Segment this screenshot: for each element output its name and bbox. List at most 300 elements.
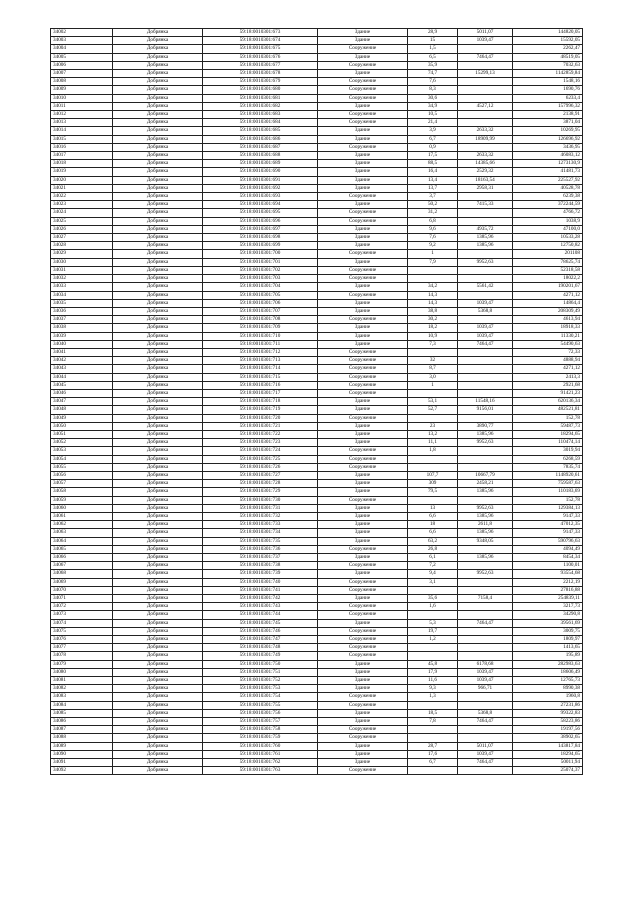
- row-number-cell: 34072: [51, 603, 113, 611]
- table-row: [51, 677, 583, 685]
- locality-cell: Добрянка: [113, 512, 203, 520]
- specific-value-cell: [458, 291, 513, 299]
- area-cell: 17,5: [408, 152, 458, 160]
- area-cell: 16,4: [408, 168, 458, 176]
- specific-value-cell: [458, 357, 513, 365]
- cadastral-number-cell: 59:18:0010301:757: [203, 718, 318, 726]
- specific-value-cell: [458, 701, 513, 709]
- specific-value-cell: [458, 627, 513, 635]
- cadastral-value-cell: 6233,4: [513, 94, 583, 102]
- cadastral-value-cell: 3436,95: [513, 143, 583, 151]
- object-type-cell: Здание: [318, 37, 408, 45]
- table-row: [51, 37, 583, 45]
- object-type-cell: Сооружение: [318, 603, 408, 611]
- cadastral-value-cell: 482521,81: [513, 406, 583, 414]
- locality-cell: Добрянка: [113, 578, 203, 586]
- locality-cell: Добрянка: [113, 718, 203, 726]
- specific-value-cell: [458, 455, 513, 463]
- cadastral-value-cell: 10269,95: [513, 127, 583, 135]
- object-type-cell: Здание: [318, 750, 408, 758]
- cadastral-value-cell: 190201,67: [513, 283, 583, 291]
- cadastral-number-cell: 59:18:0010301:736: [203, 545, 318, 553]
- specific-value-cell: 1385,96: [458, 554, 513, 562]
- cadastral-number-cell: 59:18:0010301:710: [203, 332, 318, 340]
- cadastral-value-cell: 4888,94: [513, 357, 583, 365]
- area-cell: 30,6: [408, 94, 458, 102]
- object-type-cell: Сооружение: [318, 86, 408, 94]
- cadastral-value-cell: 1038,9: [513, 217, 583, 225]
- specific-value-cell: [458, 578, 513, 586]
- row-number-cell: 34063: [51, 529, 113, 537]
- specific-value-cell: [458, 586, 513, 594]
- table-row: [51, 668, 583, 676]
- row-number-cell: 34008: [51, 78, 113, 86]
- row-number-cell: 34050: [51, 422, 113, 430]
- area-cell: [408, 496, 458, 504]
- cadastral-value-cell: 4271,12: [513, 291, 583, 299]
- object-type-cell: Здание: [318, 471, 408, 479]
- specific-value-cell: [458, 726, 513, 734]
- table-row: [51, 201, 583, 209]
- locality-cell: Добрянка: [113, 258, 203, 266]
- area-cell: [408, 767, 458, 775]
- object-type-cell: Сооружение: [318, 381, 408, 389]
- row-number-cell: 34075: [51, 627, 113, 635]
- cadastral-value-cell: 18918,33: [513, 324, 583, 332]
- locality-cell: Добрянка: [113, 316, 203, 324]
- object-type-cell: Сооружение: [318, 636, 408, 644]
- table-row: [51, 578, 583, 586]
- row-number-cell: 34040: [51, 340, 113, 348]
- cadastral-number-cell: 59:18:0010301:746: [203, 627, 318, 635]
- area-cell: 107,7: [408, 471, 458, 479]
- row-number-cell: 34066: [51, 554, 113, 562]
- table-row: [51, 111, 583, 119]
- object-type-cell: Сооружение: [318, 119, 408, 127]
- object-type-cell: Здание: [318, 677, 408, 685]
- area-cell: [408, 726, 458, 734]
- table-row: [51, 554, 583, 562]
- cadastral-value-cell: 126696,92: [513, 135, 583, 143]
- table-row: [51, 447, 583, 455]
- locality-cell: Добрянка: [113, 234, 203, 242]
- cadastral-number-cell: 59:18:0010301:682: [203, 102, 318, 110]
- cadastral-value-cell: 3009,75: [513, 627, 583, 635]
- cadastral-value-cell: 34290,8: [513, 611, 583, 619]
- table-row: [51, 512, 583, 520]
- specific-value-cell: [458, 275, 513, 283]
- object-type-cell: Здание: [318, 422, 408, 430]
- cadastral-number-cell: 59:18:0010301:758: [203, 726, 318, 734]
- table-row: [51, 439, 583, 447]
- cadastral-number-cell: 59:18:0010301:711: [203, 340, 318, 348]
- row-number-cell: 34090: [51, 750, 113, 758]
- area-cell: 7,3: [408, 340, 458, 348]
- specific-value-cell: 1039,47: [458, 668, 513, 676]
- cadastral-value-cell: 3871,04: [513, 119, 583, 127]
- table-row: [51, 242, 583, 250]
- cadastral-number-cell: 59:18:0010301:728: [203, 480, 318, 488]
- row-number-cell: 34009: [51, 86, 113, 94]
- table-row: [51, 160, 583, 168]
- area-cell: 9,4: [408, 570, 458, 578]
- table-row: [51, 463, 583, 471]
- locality-cell: Добрянка: [113, 70, 203, 78]
- cadastral-number-cell: 59:18:0010301:722: [203, 430, 318, 438]
- area-cell: 1,3: [408, 693, 458, 701]
- table-row: [51, 627, 583, 635]
- row-number-cell: 34026: [51, 225, 113, 233]
- table-row: [51, 644, 583, 652]
- specific-value-cell: [458, 266, 513, 274]
- locality-cell: Добрянка: [113, 291, 203, 299]
- specific-value-cell: [458, 603, 513, 611]
- cadastral-number-cell: 59:18:0010301:680: [203, 86, 318, 94]
- row-number-cell: 34012: [51, 111, 113, 119]
- cadastral-value-cell: 254839,11: [513, 595, 583, 603]
- locality-cell: Добрянка: [113, 496, 203, 504]
- cadastral-number-cell: 59:18:0010301:715: [203, 373, 318, 381]
- object-type-cell: Здание: [318, 480, 408, 488]
- area-cell: 309: [408, 480, 458, 488]
- cadastral-number-cell: 59:18:0010301:701: [203, 258, 318, 266]
- cadastral-value-cell: 18022,2: [513, 275, 583, 283]
- locality-cell: Добрянка: [113, 685, 203, 693]
- object-type-cell: Сооружение: [318, 701, 408, 709]
- table-row: [51, 521, 583, 529]
- object-type-cell: Здание: [318, 234, 408, 242]
- row-number-cell: 34033: [51, 283, 113, 291]
- object-type-cell: Сооружение: [318, 266, 408, 274]
- cadastral-number-cell: 59:18:0010301:708: [203, 316, 318, 324]
- cadastral-number-cell: 59:18:0010301:717: [203, 389, 318, 397]
- object-type-cell: Сооружение: [318, 111, 408, 119]
- specific-value-cell: 5368,8: [458, 307, 513, 315]
- row-number-cell: 34023: [51, 201, 113, 209]
- row-number-cell: 34007: [51, 70, 113, 78]
- locality-cell: Добрянка: [113, 537, 203, 545]
- area-cell: 19,7: [408, 627, 458, 635]
- area-cell: 14,3: [408, 299, 458, 307]
- cadastral-value-cell: 143817,84: [513, 742, 583, 750]
- locality-cell: Добрянка: [113, 488, 203, 496]
- object-type-cell: Сооружение: [318, 767, 408, 775]
- table-row: [51, 119, 583, 127]
- cadastral-value-cell: 54490,63: [513, 340, 583, 348]
- area-cell: 13,2: [408, 430, 458, 438]
- cadastral-number-cell: 59:18:0010301:753: [203, 685, 318, 693]
- area-cell: 28,7: [408, 742, 458, 750]
- locality-cell: Добрянка: [113, 29, 203, 37]
- row-number-cell: 34080: [51, 668, 113, 676]
- cadastral-value-cell: 129384,13: [513, 504, 583, 512]
- cadastral-value-cell: 282983,63: [513, 660, 583, 668]
- cadastral-number-cell: 59:18:0010301:747: [203, 636, 318, 644]
- table-row: [51, 373, 583, 381]
- row-number-cell: 34015: [51, 135, 113, 143]
- table-row: [51, 332, 583, 340]
- specific-value-cell: 1385,96: [458, 430, 513, 438]
- cadastral-number-cell: 59:18:0010301:719: [203, 406, 318, 414]
- table-row: [51, 266, 583, 274]
- object-type-cell: Здание: [318, 570, 408, 578]
- table-row: [51, 422, 583, 430]
- area-cell: [408, 455, 458, 463]
- row-number-cell: 34006: [51, 61, 113, 69]
- cadastral-value-cell: 47012,35: [513, 521, 583, 529]
- cadastral-number-cell: 59:18:0010301:712: [203, 348, 318, 356]
- cadastral-number-cell: 59:18:0010301:685: [203, 127, 318, 135]
- cadastral-value-cell: 2921,68: [513, 381, 583, 389]
- cadastral-number-cell: 59:18:0010301:731: [203, 504, 318, 512]
- specific-value-cell: 7415,33: [458, 201, 513, 209]
- specific-value-cell: [458, 611, 513, 619]
- row-number-cell: 34055: [51, 463, 113, 471]
- cadastral-number-cell: 59:18:0010301:761: [203, 750, 318, 758]
- cadastral-value-cell: 590796,63: [513, 537, 583, 545]
- cadastral-value-cell: 110183,69: [513, 488, 583, 496]
- table-row: [51, 529, 583, 537]
- row-number-cell: 34062: [51, 521, 113, 529]
- cadastral-number-cell: 59:18:0010301:724: [203, 447, 318, 455]
- specific-value-cell: 4527,12: [458, 102, 513, 110]
- locality-cell: Добрянка: [113, 389, 203, 397]
- cadastral-value-table: [50, 28, 583, 775]
- cadastral-value-cell: 18606,49: [513, 668, 583, 676]
- table-row: [51, 488, 583, 496]
- object-type-cell: Здание: [318, 619, 408, 627]
- table-row: [51, 660, 583, 668]
- cadastral-number-cell: 59:18:0010301:686: [203, 135, 318, 143]
- table-row: [51, 209, 583, 217]
- object-type-cell: Здание: [318, 504, 408, 512]
- cadastral-number-cell: 59:18:0010301:744: [203, 611, 318, 619]
- cadastral-value-cell: 6239,38: [513, 193, 583, 201]
- table-row: [51, 742, 583, 750]
- cadastral-number-cell: 59:18:0010301:674: [203, 37, 318, 45]
- cadastral-number-cell: 59:18:0010301:700: [203, 250, 318, 258]
- cadastral-value-cell: 52318,58: [513, 266, 583, 274]
- cadastral-value-cell: 1142859,84: [513, 70, 583, 78]
- cadastral-number-cell: 59:18:0010301:737: [203, 554, 318, 562]
- specific-value-cell: [458, 447, 513, 455]
- locality-cell: Добрянка: [113, 45, 203, 53]
- locality-cell: Добрянка: [113, 455, 203, 463]
- locality-cell: Добрянка: [113, 709, 203, 717]
- locality-cell: Добрянка: [113, 463, 203, 471]
- row-number-cell: 34042: [51, 357, 113, 365]
- object-type-cell: Здание: [318, 176, 408, 184]
- cadastral-value-cell: 2262,47: [513, 45, 583, 53]
- cadastral-number-cell: 59:18:0010301:691: [203, 176, 318, 184]
- specific-value-cell: [458, 373, 513, 381]
- row-number-cell: 34057: [51, 480, 113, 488]
- object-type-cell: Сооружение: [318, 726, 408, 734]
- specific-value-cell: 6178,68: [458, 660, 513, 668]
- object-type-cell: Здание: [318, 70, 408, 78]
- area-cell: 63,2: [408, 537, 458, 545]
- object-type-cell: Сооружение: [318, 193, 408, 201]
- locality-cell: Добрянка: [113, 430, 203, 438]
- cadastral-number-cell: 59:18:0010301:707: [203, 307, 318, 315]
- area-cell: 6,6: [408, 512, 458, 520]
- cadastral-number-cell: 59:18:0010301:754: [203, 693, 318, 701]
- table-row: [51, 176, 583, 184]
- locality-cell: Добрянка: [113, 480, 203, 488]
- specific-value-cell: 9348,05: [458, 537, 513, 545]
- object-type-cell: Сооружение: [318, 217, 408, 225]
- area-cell: 8,7: [408, 365, 458, 373]
- row-number-cell: 34028: [51, 242, 113, 250]
- area-cell: [408, 275, 458, 283]
- specific-value-cell: 7464,47: [458, 718, 513, 726]
- row-number-cell: 34060: [51, 504, 113, 512]
- object-type-cell: Здание: [318, 742, 408, 750]
- area-cell: 7,6: [408, 78, 458, 86]
- cadastral-value-cell: 1960,8: [513, 693, 583, 701]
- row-number-cell: 34064: [51, 537, 113, 545]
- locality-cell: Добрянка: [113, 447, 203, 455]
- table-row: [51, 299, 583, 307]
- cadastral-value-cell: 25074,37: [513, 767, 583, 775]
- row-number-cell: 34018: [51, 160, 113, 168]
- area-cell: 8,3: [408, 86, 458, 94]
- area-cell: 11,6: [408, 677, 458, 685]
- table-row: [51, 701, 583, 709]
- table-row: [51, 357, 583, 365]
- locality-cell: Добрянка: [113, 127, 203, 135]
- cadastral-value-cell: 1273130,9: [513, 160, 583, 168]
- object-type-cell: Сооружение: [318, 61, 408, 69]
- row-number-cell: 34024: [51, 209, 113, 217]
- cadastral-value-cell: 1413,65: [513, 644, 583, 652]
- table-row: [51, 504, 583, 512]
- cadastral-number-cell: 59:18:0010301:740: [203, 578, 318, 586]
- object-type-cell: Здание: [318, 135, 408, 143]
- table-row: [51, 365, 583, 373]
- specific-value-cell: 5561,42: [458, 283, 513, 291]
- specific-value-cell: [458, 693, 513, 701]
- area-cell: 13: [408, 504, 458, 512]
- cadastral-number-cell: 59:18:0010301:742: [203, 595, 318, 603]
- locality-cell: Добрянка: [113, 209, 203, 217]
- specific-value-cell: 2633,32: [458, 127, 513, 135]
- row-number-cell: 34025: [51, 217, 113, 225]
- cadastral-value-cell: 208309,49: [513, 307, 583, 315]
- area-cell: 1: [408, 381, 458, 389]
- row-number-cell: 34088: [51, 734, 113, 742]
- row-number-cell: 34030: [51, 258, 113, 266]
- cadastral-value-cell: 620136,34: [513, 398, 583, 406]
- row-number-cell: 34048: [51, 406, 113, 414]
- locality-cell: Добрянка: [113, 373, 203, 381]
- cadastral-value-cell: 6268,59: [513, 455, 583, 463]
- specific-value-cell: 1385,96: [458, 242, 513, 250]
- locality-cell: Добрянка: [113, 603, 203, 611]
- cadastral-value-cell: 2138,91: [513, 111, 583, 119]
- cadastral-value-cell: 110474,14: [513, 439, 583, 447]
- locality-cell: Добрянка: [113, 340, 203, 348]
- cadastral-number-cell: 59:18:0010301:689: [203, 160, 318, 168]
- cadastral-value-cell: 3217,73: [513, 603, 583, 611]
- table-row: [51, 61, 583, 69]
- object-type-cell: Здание: [318, 488, 408, 496]
- specific-value-cell: 1039,47: [458, 332, 513, 340]
- object-type-cell: Здание: [318, 152, 408, 160]
- cadastral-number-cell: 59:18:0010301:706: [203, 299, 318, 307]
- specific-value-cell: [458, 316, 513, 324]
- object-type-cell: Сооружение: [318, 45, 408, 53]
- cadastral-value-cell: 9147,33: [513, 529, 583, 537]
- area-cell: 26,8: [408, 545, 458, 553]
- cadastral-number-cell: 59:18:0010301:684: [203, 119, 318, 127]
- locality-cell: Добрянка: [113, 135, 203, 143]
- cadastral-number-cell: 59:18:0010301:721: [203, 422, 318, 430]
- specific-value-cell: 7464,47: [458, 759, 513, 767]
- area-cell: 1,8: [408, 447, 458, 455]
- cadastral-value-cell: 14864,4: [513, 299, 583, 307]
- specific-value-cell: 1385,96: [458, 512, 513, 520]
- row-number-cell: 34049: [51, 414, 113, 422]
- object-type-cell: Сооружение: [318, 578, 408, 586]
- locality-cell: Добрянка: [113, 324, 203, 332]
- area-cell: 0,9: [408, 143, 458, 151]
- cadastral-number-cell: 59:18:0010301:741: [203, 586, 318, 594]
- locality-cell: Добрянка: [113, 225, 203, 233]
- cadastral-value-cell: 59487,73: [513, 422, 583, 430]
- row-number-cell: 34081: [51, 677, 113, 685]
- object-type-cell: Здание: [318, 709, 408, 717]
- cadastral-value-cell: 12765,73: [513, 677, 583, 685]
- area-cell: 13,7: [408, 184, 458, 192]
- row-number-cell: 34017: [51, 152, 113, 160]
- specific-value-cell: [458, 381, 513, 389]
- table-row: [51, 496, 583, 504]
- cadastral-number-cell: 59:18:0010301:726: [203, 463, 318, 471]
- cadastral-number-cell: 59:18:0010301:695: [203, 209, 318, 217]
- object-type-cell: Здание: [318, 307, 408, 315]
- table-row: [51, 652, 583, 660]
- locality-cell: Добрянка: [113, 586, 203, 594]
- table-row: [51, 619, 583, 627]
- locality-cell: Добрянка: [113, 61, 203, 69]
- area-cell: 30,2: [408, 316, 458, 324]
- cadastral-number-cell: 59:18:0010301:752: [203, 677, 318, 685]
- locality-cell: Добрянка: [113, 570, 203, 578]
- specific-value-cell: [458, 767, 513, 775]
- cadastral-value-cell: 38902,65: [513, 734, 583, 742]
- object-type-cell: Сооружение: [318, 611, 408, 619]
- table-row: [51, 127, 583, 135]
- cadastral-value-cell: 7835,74: [513, 463, 583, 471]
- specific-value-cell: [458, 545, 513, 553]
- object-type-cell: Сооружение: [318, 143, 408, 151]
- cadastral-number-cell: 59:18:0010301:733: [203, 521, 318, 529]
- row-number-cell: 34059: [51, 496, 113, 504]
- area-cell: 45,8: [408, 660, 458, 668]
- row-number-cell: 34034: [51, 291, 113, 299]
- specific-value-cell: 9952,63: [458, 504, 513, 512]
- area-cell: 7,2: [408, 562, 458, 570]
- cadastral-number-cell: 59:18:0010301:716: [203, 381, 318, 389]
- locality-cell: Добрянка: [113, 242, 203, 250]
- object-type-cell: Здание: [318, 439, 408, 447]
- locality-cell: Добрянка: [113, 201, 203, 209]
- specific-value-cell: 2458,21: [458, 480, 513, 488]
- area-cell: 6,7: [408, 135, 458, 143]
- specific-value-cell: 1039,47: [458, 677, 513, 685]
- specific-value-cell: [458, 94, 513, 102]
